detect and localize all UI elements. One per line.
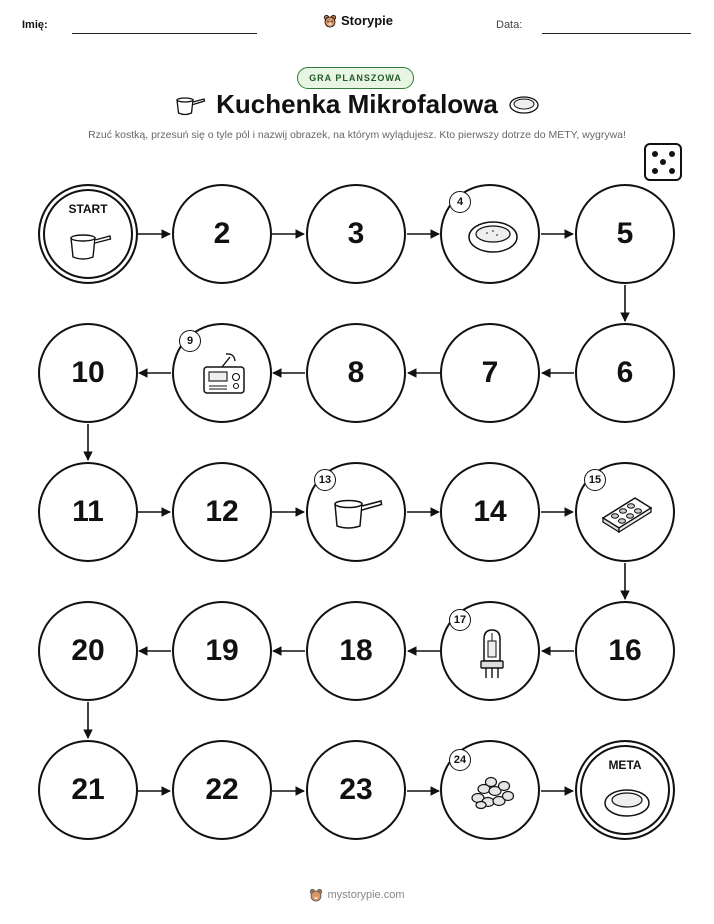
radio-icon (200, 351, 248, 399)
board-cell[interactable] (172, 740, 272, 840)
board-cell[interactable] (172, 462, 272, 562)
instructions: Rzuć kostką, przesuń się o tyle pól i nazwij obrazek, na którym wylądujesz. Kto pierwszy dotrze do METY, wygrywa! (88, 129, 626, 141)
start-cell[interactable] (38, 184, 138, 284)
popcorn-kernels-icon (468, 774, 516, 812)
cell-number: 5 (616, 217, 634, 250)
cell-number-tag: 4 (449, 191, 471, 213)
footer (0, 888, 714, 902)
start-label: START (68, 202, 108, 216)
footer-url[interactable]: mystorypie.com (327, 889, 405, 901)
cell-number-tag: 9 (179, 330, 201, 352)
cell-number: 3 (347, 217, 365, 250)
cell-number: 8 (347, 356, 365, 389)
cell-number-tag: 13 (314, 469, 336, 491)
board-cell[interactable] (575, 323, 675, 423)
board-cell[interactable] (575, 601, 675, 701)
cell-number-tag: 24 (449, 749, 471, 771)
cookie-tray-icon (599, 494, 655, 534)
cell-number-tag: 15 (584, 469, 606, 491)
saucepan-icon (68, 230, 112, 262)
cell-number: 16 (608, 634, 642, 667)
finish-label: META (608, 758, 642, 772)
cell-number: 18 (339, 634, 373, 667)
saucepan-icon (332, 496, 384, 532)
board-cell[interactable] (306, 184, 406, 284)
cell-number: 23 (339, 773, 373, 806)
board-cell[interactable] (306, 323, 406, 423)
bowl-icon (603, 786, 651, 820)
cell-number: 7 (481, 356, 499, 389)
board-cell[interactable] (306, 601, 406, 701)
board-cell[interactable] (172, 601, 272, 701)
board-cell[interactable] (306, 740, 406, 840)
board-cell[interactable] (38, 462, 138, 562)
board-cell[interactable] (38, 601, 138, 701)
bowl-icon (467, 218, 519, 256)
name-label: Imię: (22, 19, 48, 31)
cell-number-tag: 17 (449, 609, 471, 631)
cell-number: 19 (205, 634, 239, 667)
vacuum-tube-icon (476, 627, 508, 681)
board-cell[interactable] (440, 462, 540, 562)
cell-number: 10 (71, 356, 105, 389)
board-cell[interactable] (38, 740, 138, 840)
board-cell[interactable] (575, 184, 675, 284)
cell-number: 14 (473, 495, 507, 528)
cell-number: 21 (71, 773, 105, 806)
game-type-badge: GRA PLANSZOWA (297, 67, 414, 89)
cell-number: 6 (616, 356, 634, 389)
board-cell[interactable] (38, 323, 138, 423)
brand-name: Storypie (341, 13, 394, 28)
cell-number: 22 (205, 773, 239, 806)
board-cell[interactable] (440, 323, 540, 423)
finish-cell[interactable] (575, 740, 675, 840)
cell-number: 11 (72, 495, 104, 528)
cell-number: 2 (213, 217, 231, 250)
cell-number: 20 (71, 634, 105, 667)
date-label: Data: (496, 19, 523, 31)
cell-number: 12 (205, 495, 239, 528)
bear-icon (309, 888, 323, 902)
board-cell[interactable] (172, 184, 272, 284)
page-title: Kuchenka Mikrofalowa (216, 89, 498, 119)
